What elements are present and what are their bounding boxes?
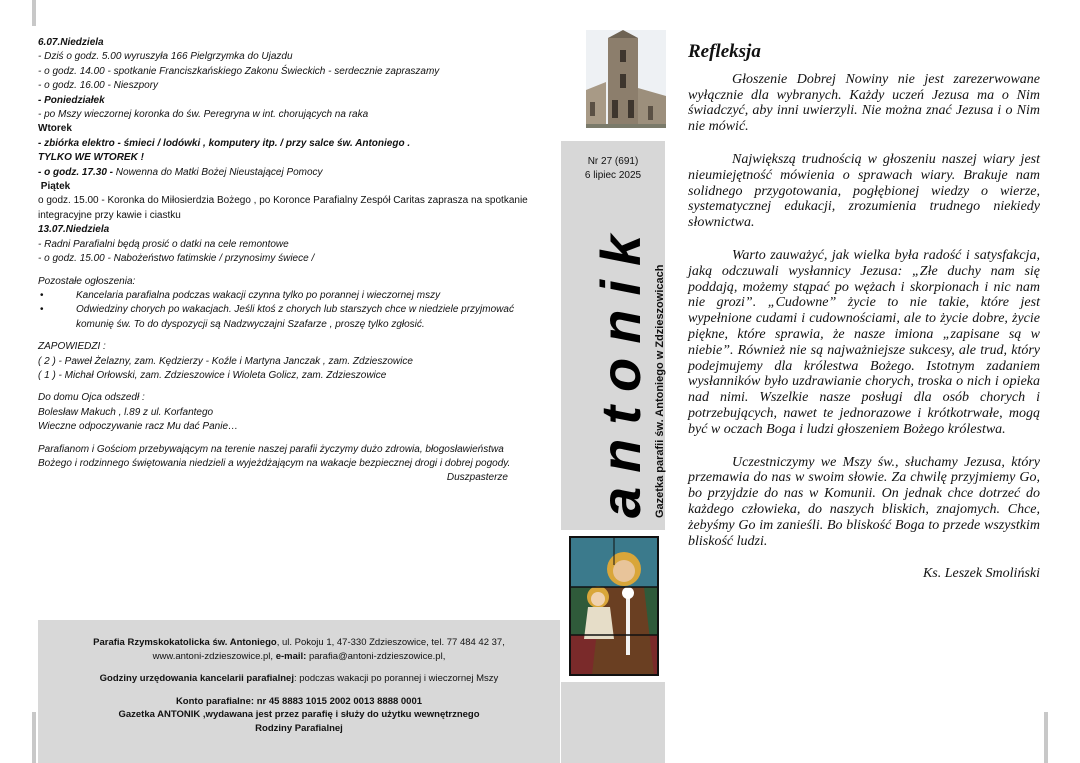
reflection-heading: Refleksja: [688, 41, 761, 62]
footer-publisher: Rodziny Parafialnej: [255, 722, 343, 734]
issue-info: [561, 155, 665, 183]
parish-name: Parafia Rzymskokatolicka św. Antoniego: [93, 637, 277, 648]
tuesday-item: - zbiórka elektro - śmieci / lodówki , komputery itp. / przy salce św. Antoniego .: [38, 137, 411, 149]
list-item: • Odwiedziny chorych po wakacjach. Jeśli ktoś z chorych lub starszych chce w niedziele przyjmować komunię św. To do dyspozycji są Nadzwyczajni Szafarze , proszę tylko zgłosić.: [40, 304, 528, 330]
bullet: •: [40, 304, 44, 316]
banns-item: ( 1 ) - Michał Orłowski, zam. Zdzieszowice i Wioleta Golicz, zam. Zdzieszowice: [38, 369, 387, 381]
tuesday-novena: [38, 166, 538, 180]
monday-heading: - Poniedziałek: [38, 94, 105, 106]
issue-number: Nr 27 (691): [587, 156, 639, 167]
deceased-name: Bolesław Makuch , l.89 z ul. Korfantego: [38, 406, 214, 418]
reflection: [688, 41, 1040, 599]
parish-footer: [38, 620, 560, 763]
reflection-paragraph: Uczestniczymy we Mszy św., słuchamy Jezusa, który przemawia do nas w swoim słowie. Za chwilę przyjmiemy Go, bo przyjdzie do nas w Komunii. On jednak chce dotrzeć do każdego człowieka, do naszych bliskich, znajomych. Chce, żebyśmy Go im zanieśli. Bo bliskość Boga to przede wszystkim bliskość ludzi.: [688, 454, 1040, 549]
reflection-paragraph: Głoszenie Dobrej Nowiny nie jest zarezerwowane wyłącznie dla wybranych. Każdy uczeń Jezusa ma o Nim świadczyć, aby inni uwierzyli. Nie można znać Jezusa i o Nim nie mówić.: [688, 71, 1040, 135]
footer-account: Konto parafialne: nr 45 8883 1015 2002 0013 8888 0001: [175, 695, 423, 707]
sunday1-item: - o godz. 16.00 - Nieszpory: [38, 80, 159, 92]
page-edge-left: [32, 0, 36, 26]
tuesday-novena-text: Nowenna do Matki Bożej Nieustającej Pomocy: [113, 166, 323, 178]
closing-wishes: Parafianom i Gościom przebywającym na terenie naszej parafii życzymy dużo zdrowia, błogosławieństwa Bożego i rodzinnego świętowania niedzieli a wyjeżdżającym na wakacje bezpiecznej drogi i dobrej pogody.: [38, 443, 511, 469]
email-link[interactable]: parafia@antoni-zdzieszowice.pl,: [306, 650, 446, 662]
sunday1-item: - Dziś o godz. 5.00 wyruszyła 166 Pielgrzymka do Ujazdu: [38, 51, 293, 63]
tuesday-heading: Wtorek: [38, 123, 72, 135]
list-item: • Kancelaria parafialna podczas wakacji czynna tylko po porannej i wieczornej mszy: [38, 289, 538, 303]
other-list: [38, 289, 538, 332]
sunday2-heading: 13.07.Niedziela: [38, 224, 110, 236]
church-photo: [586, 30, 666, 128]
footer-contact: www.antoni-zdzieszowice.pl, e-mail: parafia@antoni-zdzieszowice.pl,: [152, 650, 446, 662]
website-link[interactable]: www.antoni-zdzieszowice.pl: [152, 650, 271, 662]
announcements: [38, 36, 538, 486]
tuesday-item: TYLKO WE WTOREK !: [38, 152, 144, 164]
sunday2-item: - Radni Parafialni będą prosić o datki na cele remontowe: [38, 238, 289, 250]
tuesday-novena-time: - o godz. 17.30 -: [38, 166, 114, 178]
footer-office-hours: Godziny urzędowania kancelarii parafialnej: podczas wakacji po porannej i wieczornej Mszy: [99, 673, 499, 684]
page-edge-left-bottom: [32, 712, 36, 763]
monday-item: - po Mszy wieczornej koronka do św. Peregryna w int. chorujących na raka: [38, 109, 369, 121]
newsletter-title: antonik: [589, 220, 652, 518]
newsletter-subtitle: Gazetka parafii św. Antoniego w Zdzieszowicach: [654, 264, 666, 518]
friday-item: o godz. 15.00 - Koronka do Miłosierdzia Bożego , po Koronce Parafialny Zespół Caritas zaprasza na spotkanie integracyjne przy kawie i ciastku: [38, 195, 528, 221]
page-edge-right-bottom: [1044, 712, 1048, 763]
banns-item: ( 2 ) - Paweł Żelazny, zam. Kędzierzy - Koźle i Martyna Janczak , zam. Zdzieszowice: [38, 355, 413, 367]
bullet: •: [40, 289, 44, 301]
banns-heading: ZAPOWIEDZI :: [38, 341, 106, 353]
sunday1-item: - o godz. 14.00 - spotkanie Franciszkańskiego Zakonu Świeckich - serdecznie zapraszamy: [38, 65, 440, 77]
sunday1-heading: 6.07.Niedziela: [38, 37, 104, 48]
closing-signature: Duszpasterze: [446, 472, 508, 484]
issue-date: 6 lipiec 2025: [584, 170, 642, 181]
reflection-author: Ks. Leszek Smoliński: [922, 566, 1040, 582]
friday-heading: Piątek: [38, 181, 71, 193]
reflection-paragraph: Warto zauważyć, jak wielka była radość i satysfakcja, jaką odczuwali wysłannicy Jezusa: „Złe duchy nam się poddają, możemy stąpać po wężach i skorpionach i nic nam nie grozi”. „Cudowne” życie to nie takie, które jest wypełnione cudami i cudownościami, ale to życie dobre, życie piękne, które sprawia, że nasze imiona „zapisane są w niebie”. Również nie są najważniejsze sukcesy, ale trud, który podejmujemy dla królestwa Bożego. Istotnym zadaniem wysłanników było uzdrawianie chorych, troska o nich i opieka nad nimi. Wszelkie nasze posługi dla osób chorych i potrzebujących, nawet te jednorazowe i krótkotrwałe, mogą być w oczach Boga i ludzi głoszeniem Bożego królestwa.: [688, 247, 1040, 437]
other-heading: Pozostałe ogłoszenia:: [38, 275, 136, 287]
deceased-heading: Do domu Ojca odszedł :: [38, 392, 145, 404]
saint-anthony-stained-glass: [568, 535, 660, 677]
deceased-prayer: Wieczne odpoczywanie racz Mu dać Panie…: [38, 421, 239, 433]
masthead-band-bottom: [561, 682, 665, 763]
sunday2-item: - o godz. 15.00 - Nabożeństwo fatimskie / przynosimy świece /: [38, 253, 315, 265]
reflection-paragraph: Największą trudnością w głoszeniu naszej wiary jest nieumiejętność mówienia o sprawach wiary. Brakuje nam solidnego przygotowania, pogłębionej wiedzy o wierze, systematycznej edukacji, zrozumienia trudnego niekiedy słownictwa.: [688, 151, 1040, 231]
footer-address: Parafia Rzymskokatolicka św. Antoniego, ul. Pokoju 1, 47-330 Zdzieszowice, tel. 77 484 42 37,: [93, 637, 505, 648]
footer-publisher: Gazetka ANTONIK ,wydawana jest przez parafię i służy do użytku wewnętrznego: [118, 709, 480, 720]
email-label: e-mail:: [275, 650, 307, 662]
